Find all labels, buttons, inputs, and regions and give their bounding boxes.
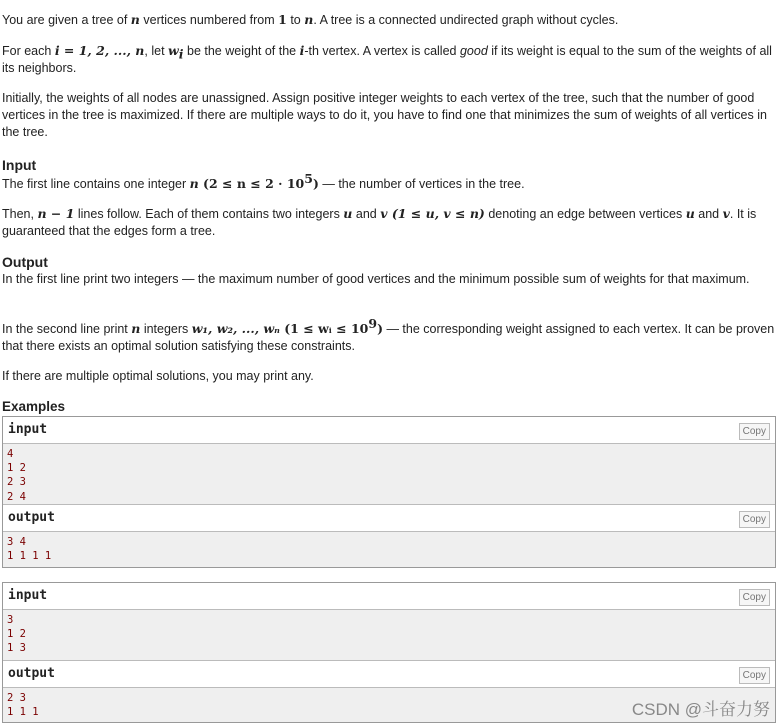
math-w: w [168,43,179,58]
copy-button[interactable]: Copy [739,667,770,684]
output-label: output [8,666,55,681]
math-one: 1 [278,12,287,27]
copy-button[interactable]: Copy [739,511,770,528]
output-paragraph-3: If there are multiple optimal solutions, you may print any. [2,369,314,383]
output-label: output [8,510,55,525]
good-term: good [459,44,488,58]
output-paragraph-1: In the first line print two integers — the maximum number of good vertices and the minimum possible sum of weights for that maximum. [2,272,750,286]
copy-button[interactable]: Copy [739,423,770,440]
statement-paragraph-2: For each i = 1, 2, ..., n, let $w_i$ be the weight of the i-th vertex. A vertex is called good if its weight is equal to the sum of the weights of all its neighbors. [2,43,772,75]
math-n: n [130,12,140,27]
example-1-input-header [3,417,775,444]
math-n: n [304,12,314,27]
output-heading: Output [2,254,48,270]
example-2-output: 2 3 1 1 1 [3,688,775,722]
example-1-input: 4 1 2 2 3 2 4 [3,444,775,505]
csdn-watermark: CSDN @斗奋力努 [631,700,770,719]
input-label: input [8,422,48,437]
math-i: i [299,43,305,58]
math-w-sub: i [178,46,184,62]
example-1-output: 3 4 1 1 1 1 [3,532,775,567]
example-2-output-header [3,661,775,688]
math-i-range: i = 1, 2, ..., n [54,43,145,58]
example-2-input-header [3,583,775,610]
input-heading: Input [2,157,37,173]
example-1-output-header [3,505,775,532]
input-paragraph-2: Then, n − 1 lines follow. Each of them contains two integers u and v (1 ≤ u, v ≤ n) denoting an edge between vertices u and v. It is guaranteed that the edges form a tree. [2,206,757,238]
example-2-input: 3 1 2 1 3 [3,610,775,661]
output-paragraph-2: In the second line print n integers w₁, w₂, ..., wₙ (1 ≤ wᵢ ≤ $10^9$) — the corresponding weight assigned to each vertex. It can be proven that there exists an optimal solution satisfying these constraints. [2,315,775,353]
copy-button[interactable]: Copy [739,589,770,606]
example-1 [2,416,776,568]
statement-paragraph-3: Initially, the weights of all nodes are unassigned. Assign positive integer weights to each vertex of the tree, such that the number of good vertices in the tree is maximized. If there are multiple ways to do it, you have to find one that minimizes the sum of weights of all vertices in the tree. [2,91,767,139]
statement-paragraph-1: You are given a tree of n vertices numbered from 1 to n. A tree is a connected undirected graph without cycles. [2,12,619,27]
input-label: input [8,588,48,603]
examples-title: Examples [2,399,66,414]
input-paragraph-1: The first line contains one integer n $(2 \le n \le 2 \cdot 10^5)$ — the number of vertices in the tree. [2,170,525,191]
